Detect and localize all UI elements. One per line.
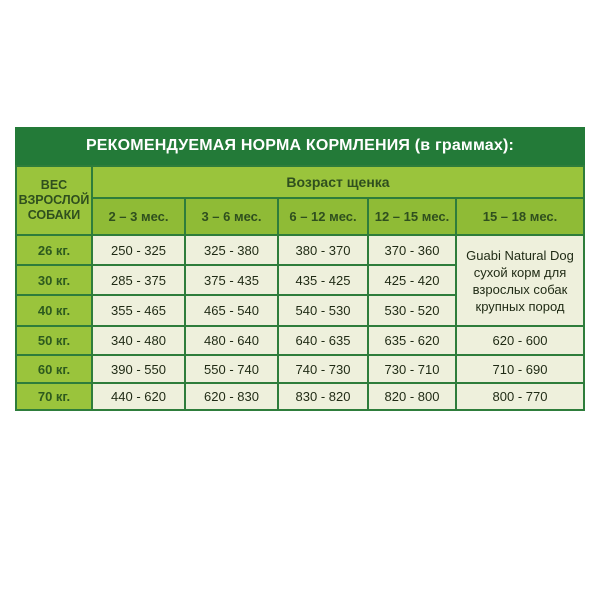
age-column-header: 12 – 15 мес. [369, 199, 455, 234]
table-cell: 620 - 600 [457, 327, 583, 354]
table-cell: 390 - 550 [93, 356, 184, 382]
table-cell: 820 - 800 [369, 384, 455, 409]
table-cell: 340 - 480 [93, 327, 184, 354]
table-cell: 370 - 360 [369, 236, 455, 264]
weight-header-line-3: СОБАКИ [27, 208, 81, 222]
table-cell: 355 - 465 [93, 296, 184, 325]
weight-header-line-2: ВЗРОСЛОЙ [18, 193, 90, 207]
table-cell: 375 - 435 [186, 266, 277, 294]
table-cell: 540 - 530 [279, 296, 367, 325]
table-cell: 740 - 730 [279, 356, 367, 382]
table-cell: 800 - 770 [457, 384, 583, 409]
table-cell: 550 - 740 [186, 356, 277, 382]
product-note-line: Guabi Natural Dog [466, 247, 574, 263]
feeding-table [15, 127, 585, 411]
table-cell: 640 - 635 [279, 327, 367, 354]
weight-cell: 50 кг. [17, 327, 91, 354]
weight-cell: 26 кг. [17, 236, 91, 264]
table-cell: 620 - 830 [186, 384, 277, 409]
product-note-line: крупных пород [475, 298, 565, 314]
table-cell: 480 - 640 [186, 327, 277, 354]
table-cell: 285 - 375 [93, 266, 184, 294]
weight-header-line-1: ВЕС [40, 178, 68, 192]
age-column-header: 6 – 12 мес. [279, 199, 367, 234]
table-cell: 465 - 540 [186, 296, 277, 325]
product-note [457, 236, 583, 325]
table-cell: 635 - 620 [369, 327, 455, 354]
table-cell: 380 - 370 [279, 236, 367, 264]
age-column-header: 2 – 3 мес. [93, 199, 184, 234]
product-note-line: сухой корм для [473, 264, 567, 280]
product-note-line: взрослых собак [472, 281, 568, 297]
weight-cell: 40 кг. [17, 296, 91, 325]
weight-cell: 60 кг. [17, 356, 91, 382]
table-cell: 435 - 425 [279, 266, 367, 294]
age-column-header: 15 – 18 мес. [457, 199, 583, 234]
table-cell: 425 - 420 [369, 266, 455, 294]
weight-cell: 70 кг. [17, 384, 91, 409]
table-cell: 530 - 520 [369, 296, 455, 325]
table-cell: 250 - 325 [93, 236, 184, 264]
table-cell: 710 - 690 [457, 356, 583, 382]
table-title: РЕКОМЕНДУЕМАЯ НОРМА КОРМЛЕНИЯ (в граммах): [15, 127, 585, 165]
age-header: Возраст щенка [93, 167, 583, 197]
table-cell: 325 - 380 [186, 236, 277, 264]
weight-header [17, 167, 91, 234]
weight-cell: 30 кг. [17, 266, 91, 294]
table-cell: 830 - 820 [279, 384, 367, 409]
table-cell: 730 - 710 [369, 356, 455, 382]
age-column-header: 3 – 6 мес. [186, 199, 277, 234]
table-cell: 440 - 620 [93, 384, 184, 409]
